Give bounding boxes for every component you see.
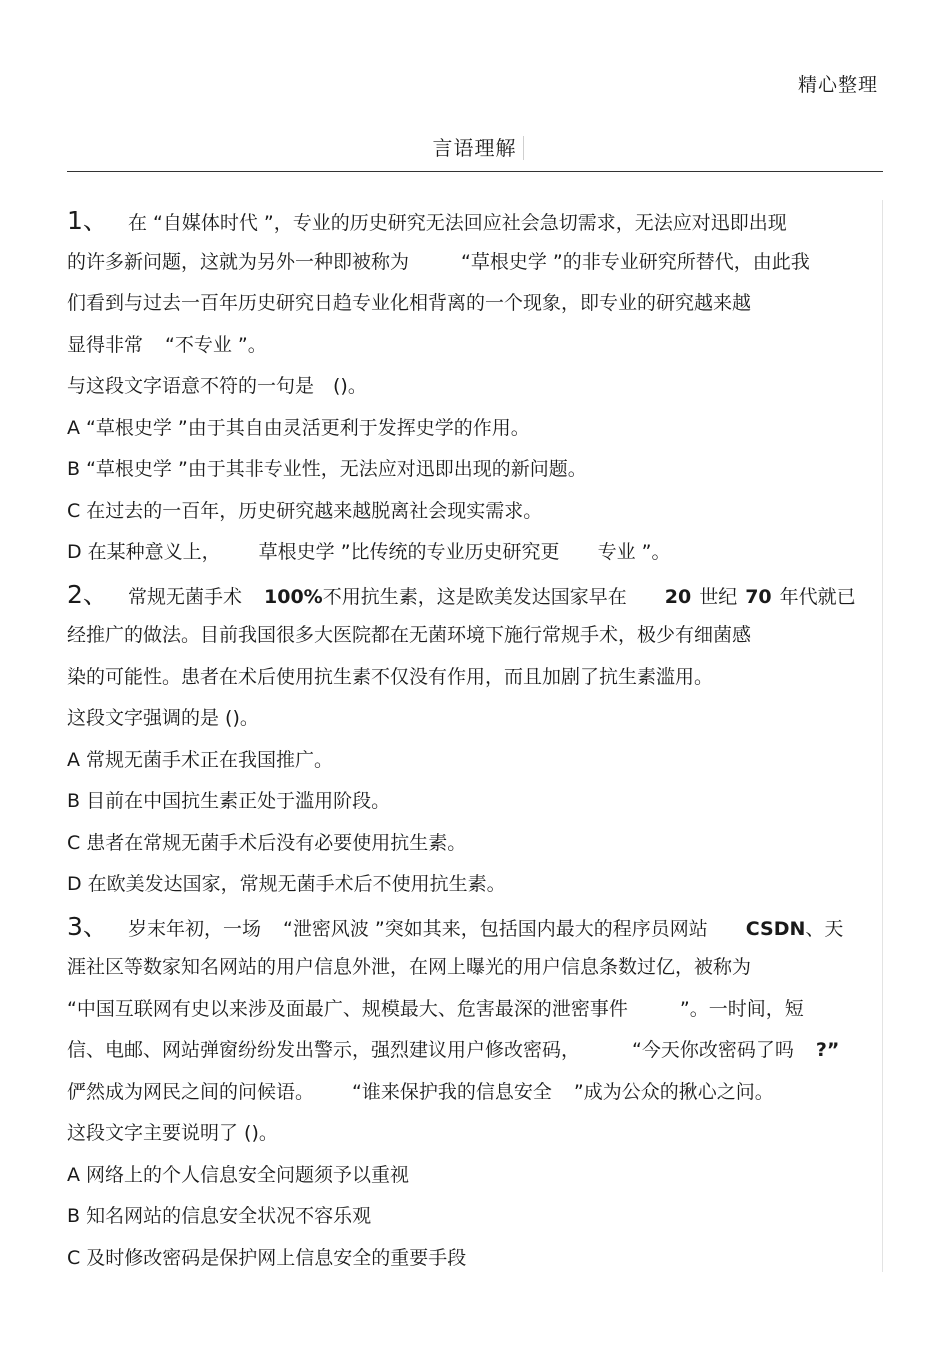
question-text: CSDN bbox=[745, 917, 806, 940]
question-1-line-3 bbox=[67, 283, 885, 325]
question-text: 在 “自媒体时代 ”，专业的历史研究无法回应社会急切需求，无法应对迅即出现 bbox=[128, 212, 787, 234]
question-text: 、天 bbox=[805, 917, 844, 940]
question-1-line-4 bbox=[67, 325, 885, 367]
question-text: 的许多新问题，这就为另外一种即被称为 bbox=[67, 250, 410, 273]
page-title bbox=[0, 132, 950, 161]
title-divider bbox=[67, 171, 883, 172]
question-number: 3、 bbox=[67, 911, 108, 941]
question-text: 70 bbox=[745, 585, 772, 608]
question-text: “今天你改密码了吗 bbox=[632, 1039, 794, 1061]
question-3-line-4 bbox=[67, 1030, 885, 1072]
question-3-line-1 bbox=[67, 906, 885, 948]
question-1-option-a: A “草根史学 ”由于其自由灵活更利于发挥史学的作用。 bbox=[67, 416, 530, 439]
question-2-line-3: 染的可能性。患者在术后使用抗生素不仅没有作用，而且加剧了抗生素滥用。 bbox=[67, 665, 714, 688]
question-2-option-b: B 目前在中国抗生素正处于滥用阶段。 bbox=[67, 790, 391, 812]
question-text: 常规无菌手术 bbox=[128, 585, 243, 608]
question-text: 信、电邮、网站弹窗纷纷发出警示，强烈建议用户修改密码， bbox=[67, 1039, 581, 1061]
question-text: “不专业 ”。 bbox=[165, 333, 267, 356]
question-text: 不用抗生素，这是欧美发达国家早在 bbox=[322, 585, 627, 608]
question-3-line-3 bbox=[67, 989, 885, 1031]
question-text: 们看到与过去一百年历史研究日趋专业化相背离的一个现象，即专业的研究越来越 bbox=[67, 292, 752, 314]
question-2-line-1 bbox=[67, 574, 885, 616]
question-text: 100% bbox=[264, 585, 323, 608]
question-text: “中国互联网有史以来涉及面最广、规模最大、危害最深的泄密事件 bbox=[67, 997, 628, 1020]
question-number: 2、 bbox=[67, 579, 108, 609]
question-1-option-c: C 在过去的一百年，历史研究越来越脱离社会现实需求。 bbox=[67, 499, 543, 522]
question-text: 岁末年初，一场 bbox=[128, 917, 262, 940]
page-title-text: 言语理解 bbox=[427, 136, 524, 160]
question-1-line-1 bbox=[67, 200, 885, 242]
question-2-prompt: 这段文字强调的是 ()。 bbox=[67, 707, 259, 729]
question-number: 1、 bbox=[67, 206, 108, 235]
question-1-option-d bbox=[67, 532, 885, 574]
page-header-note: 精心整理 bbox=[797, 74, 878, 96]
document-body bbox=[67, 200, 885, 1279]
question-text: ?” bbox=[815, 1039, 840, 1061]
question-text: 俨然成为网民之间的问候语。 bbox=[67, 1080, 315, 1103]
question-3-option-c: C 及时修改密码是保护网上信息安全的重要手段 bbox=[67, 1246, 467, 1269]
question-1-line-2 bbox=[67, 242, 885, 284]
question-1-option-b: B “草根史学 ”由于其非专业性，无法应对迅即出现的新问题。 bbox=[67, 458, 587, 480]
question-2-option-c: C 患者在常规无菌手术后没有必要使用抗生素。 bbox=[67, 831, 467, 854]
option-text: 专业 ”。 bbox=[597, 541, 671, 563]
option-text: D 在某种意义上， bbox=[67, 541, 221, 563]
question-text: “草根史学 ”的非专业研究所替代，由此我 bbox=[461, 250, 810, 273]
question-text: 世纪 bbox=[699, 585, 738, 608]
question-2-option-d: D 在欧美发达国家，常规无菌手术后不使用抗生素。 bbox=[67, 873, 506, 895]
question-3-option-a: A 网络上的个人信息安全问题须予以重视 bbox=[67, 1163, 410, 1186]
question-text: 显得非常 bbox=[67, 333, 144, 356]
question-2-line-2: 经推广的做法。目前我国很多大医院都在无菌环境下施行常规手术，极少有细菌感 bbox=[67, 624, 752, 646]
question-text: 年代就已 bbox=[779, 585, 856, 608]
question-3-line-5 bbox=[67, 1072, 885, 1114]
question-1-prompt: 与这段文字语意不符的一句是 ()。 bbox=[67, 375, 367, 397]
question-text: 20 bbox=[664, 585, 692, 608]
question-text: ”成为公众的揪心之问。 bbox=[573, 1080, 774, 1103]
question-text: ”。一时间，短 bbox=[679, 997, 804, 1020]
question-text: “泄密风波 ”突如其来，包括国内最大的程序员网站 bbox=[283, 917, 708, 940]
question-3-line-2: 涯社区等数家知名网站的用户信息外泄，在网上曝光的用户信息条数过亿，被称为 bbox=[67, 956, 752, 978]
question-3-prompt: 这段文字主要说明了 ()。 bbox=[67, 1122, 278, 1144]
question-3-option-b: B 知名网站的信息安全状况不容乐观 bbox=[67, 1205, 372, 1227]
question-2-option-a: A 常规无菌手术正在我国推广。 bbox=[67, 748, 334, 771]
option-text: 草根史学 ”比传统的专业历史研究更 bbox=[258, 541, 560, 563]
question-text: “谁来保护我的信息安全 bbox=[352, 1080, 552, 1103]
